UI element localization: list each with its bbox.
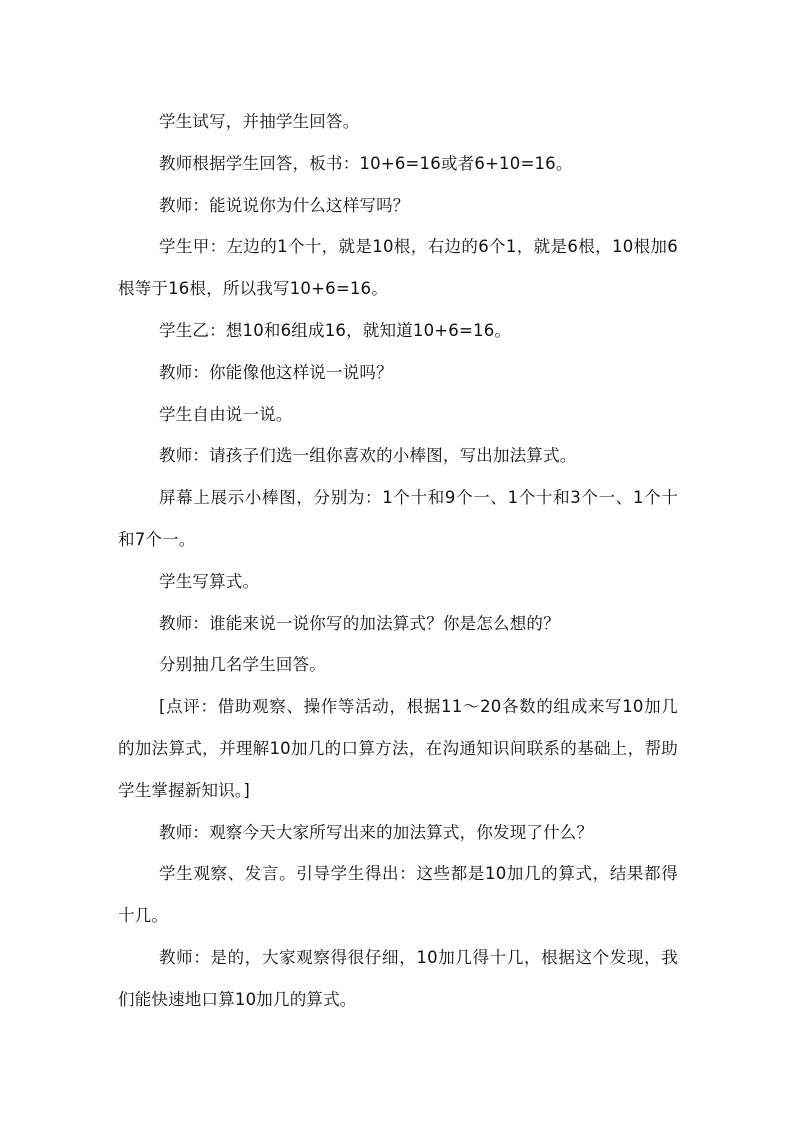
paragraph-2: 教师根据学生回答，板书：10+6=16或者6+10=16。 xyxy=(159,153,573,173)
paragraph-11: 教师：谁能来说一说你写的加法算式？你是怎么想的？ xyxy=(159,613,560,633)
paragraph-8: 教师：请孩子们选一组你喜欢的小棒图，写出加法算式。 xyxy=(159,446,577,466)
paragraph-15: 学生观察、发言。引导学生得出：这些都是10加几的算式，结果都得十几。 xyxy=(118,864,678,926)
document-body xyxy=(118,101,678,1021)
paragraph-12: 分别抽几名学生回答。 xyxy=(159,655,326,675)
paragraph-5: 学生乙：想10和6组成16，就知道10+6=16。 xyxy=(159,320,512,340)
paragraph-4: 学生甲：左边的1个十，就是10根，右边的6个1，就是6根，10根加6根等于16根，所以我写10+6=16。 xyxy=(118,237,678,299)
paragraph-3: 教师：能说说你为什么这样写吗？ xyxy=(159,195,410,215)
paragraph-9: 屏幕上展示小棒图，分别为：1个十和9个一、1个十和3个一、1个十和7个一。 xyxy=(118,488,678,549)
paragraph-7: 学生自由说一说。 xyxy=(159,404,293,424)
paragraph-16: 教师：是的，大家观察得很仔细，10加几得十几，根据这个发现，我们能快速地口算10加几的算式。 xyxy=(118,947,678,1009)
paragraph-6: 教师：你能像他这样说一说吗？ xyxy=(159,362,393,382)
paragraph-13: [点评：借助观察、操作等活动，根据11～20各数的组成来写10加几的加法算式，并理解10加几的口算方法，在沟通知识间联系的基础上，帮助学生掌握新知识。] xyxy=(118,697,678,800)
paragraph-14: 教师：观察今天大家所写出来的加法算式，你发现了什么？ xyxy=(159,822,594,842)
paragraph-1: 学生试写，并抽学生回答。 xyxy=(159,112,360,131)
paragraph-10: 学生写算式。 xyxy=(159,571,260,591)
